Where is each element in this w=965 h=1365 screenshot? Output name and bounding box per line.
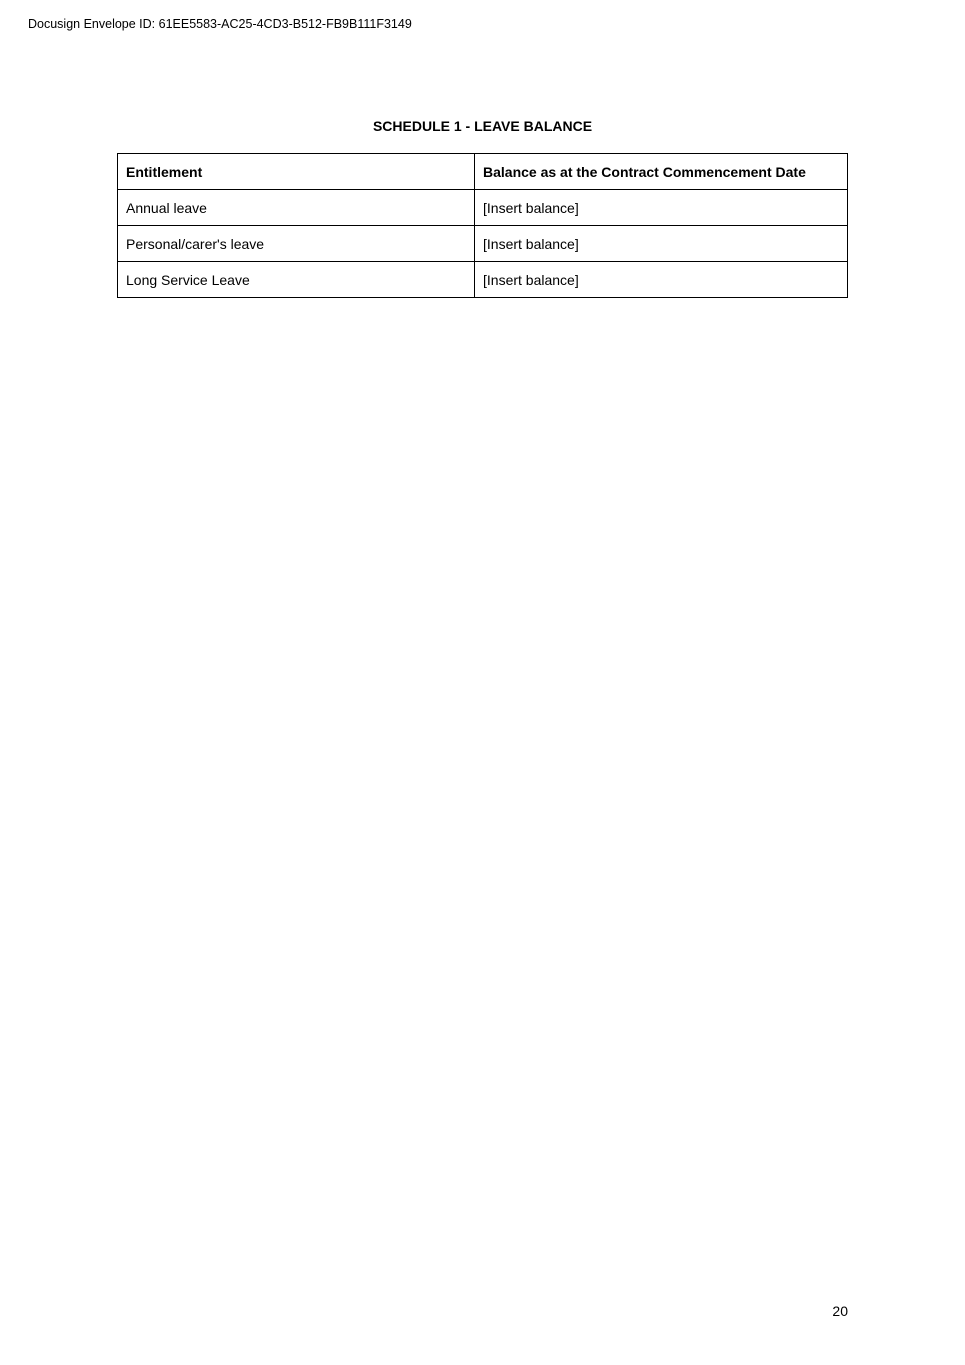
table-row (118, 226, 848, 262)
table-row (118, 190, 848, 226)
table-row (118, 262, 848, 298)
entitlement-cell: Personal/carer's leave (118, 226, 475, 262)
page-number: 20 (832, 1303, 848, 1319)
entitlement-cell: Long Service Leave (118, 262, 475, 298)
column-header-balance: Balance as at the Contract Commencement Date (475, 154, 848, 190)
balance-cell: [Insert balance] (475, 190, 848, 226)
column-header-entitlement: Entitlement (118, 154, 475, 190)
balance-cell: [Insert balance] (475, 226, 848, 262)
entitlement-cell: Annual leave (118, 190, 475, 226)
balance-cell: [Insert balance] (475, 262, 848, 298)
table-header-row (118, 154, 848, 190)
docusign-envelope-id: Docusign Envelope ID: 61EE5583-AC25-4CD3-B512-FB9B111F3149 (28, 17, 412, 31)
leave-balance-table (117, 153, 848, 298)
schedule-title: SCHEDULE 1 - LEAVE BALANCE (372, 118, 593, 134)
